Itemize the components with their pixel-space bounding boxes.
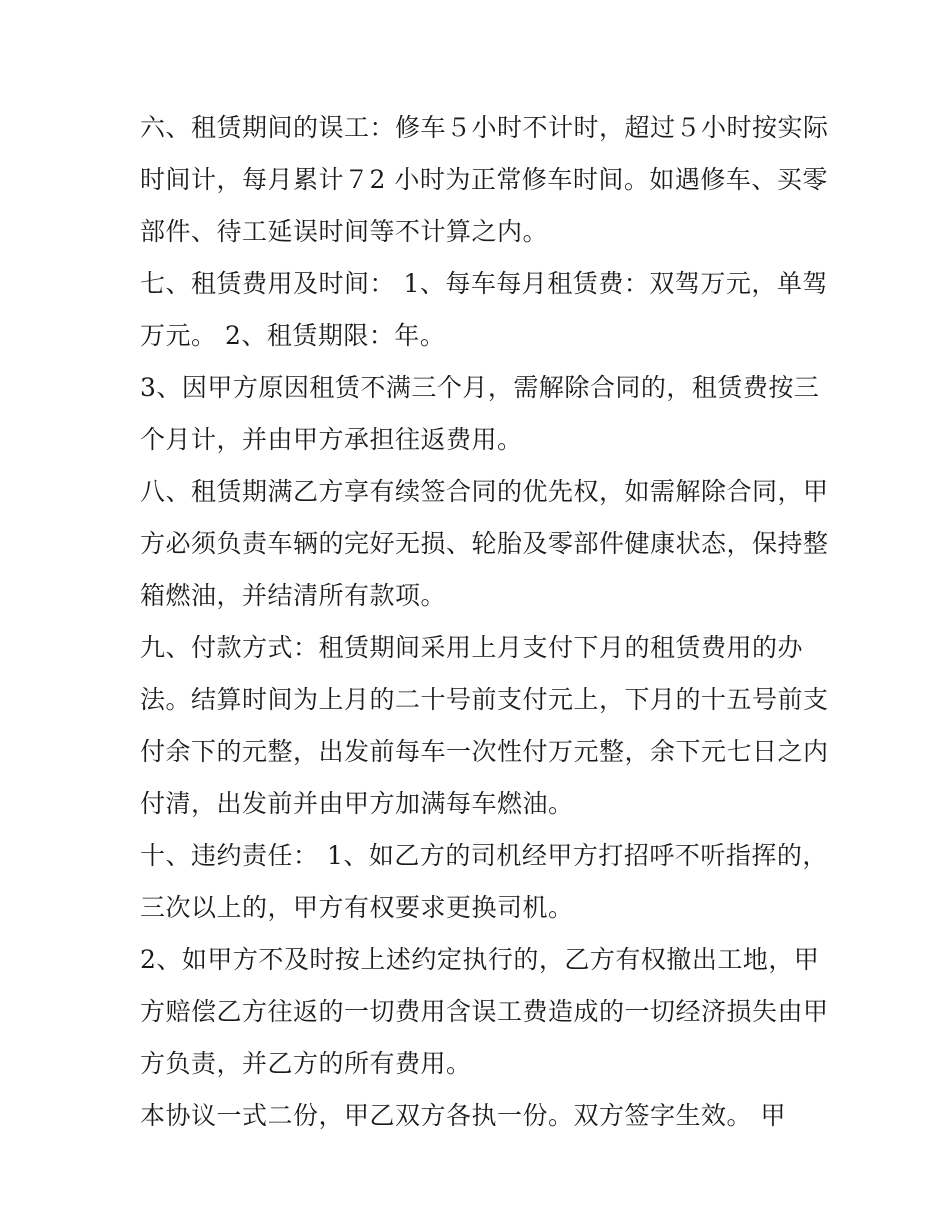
text-line: 三次以上的，甲方有权要求更换司机。 [140, 893, 574, 922]
text-line: 箱燃油，并结清所有款项。 [140, 581, 447, 610]
text-line: 本协议一式二份，甲乙双方各执一份。双方签字生效。 甲 [140, 1101, 786, 1130]
text-line: 法。结算时间为上月的二十号前支付元上，下月的十五号前支 [140, 685, 829, 714]
text-line: 六、租赁期间的误工：修车５小时不计时，超过５小时按实际 [140, 113, 829, 142]
text-line: 个月计，并由甲方承担往返费用。 [140, 425, 523, 454]
text-line: 时间计，每月累计７2 小时为正常修车时间。如遇修车、买零 [140, 165, 828, 194]
text-line: 九、付款方式：租赁期间采用上月支付下月的租赁费用的办 [140, 633, 804, 662]
text-line: 十、违约责任： 1、如乙方的司机经甲方打招呼不听指挥的， [140, 841, 828, 870]
text-line: 部件、待工延误时间等不计算之内。 [140, 217, 549, 246]
text-line: 2、如甲方不及时按上述约定执行的，乙方有权撤出工地，甲 [140, 945, 820, 974]
text-line: 付余下的元整，出发前每车一次性付万元整，余下元七日之内 [140, 737, 829, 766]
text-line: 方必须负责车辆的完好无损、轮胎及零部件健康状态，保持整 [140, 529, 829, 558]
text-line: 八、租赁期满乙方享有续签合同的优先权，如需解除合同，甲 [140, 477, 829, 506]
text-line: 方负责，并乙方的所有费用。 [140, 1049, 472, 1078]
text-line: 3、因甲方原因租赁不满三个月，需解除合同的，租赁费按三 [140, 373, 820, 402]
text-line: 七、租赁费用及时间： 1、每车每月租赁费：双驾万元，单驾 [140, 269, 828, 298]
document-body [140, 102, 829, 1142]
text-line: 万元。 2、租赁期限：年。 [140, 321, 446, 350]
text-line: 付清，出发前并由甲方加满每车燃油。 [140, 789, 574, 818]
text-line: 方赔偿乙方往返的一切费用含误工费造成的一切经济损失由甲 [140, 997, 829, 1026]
